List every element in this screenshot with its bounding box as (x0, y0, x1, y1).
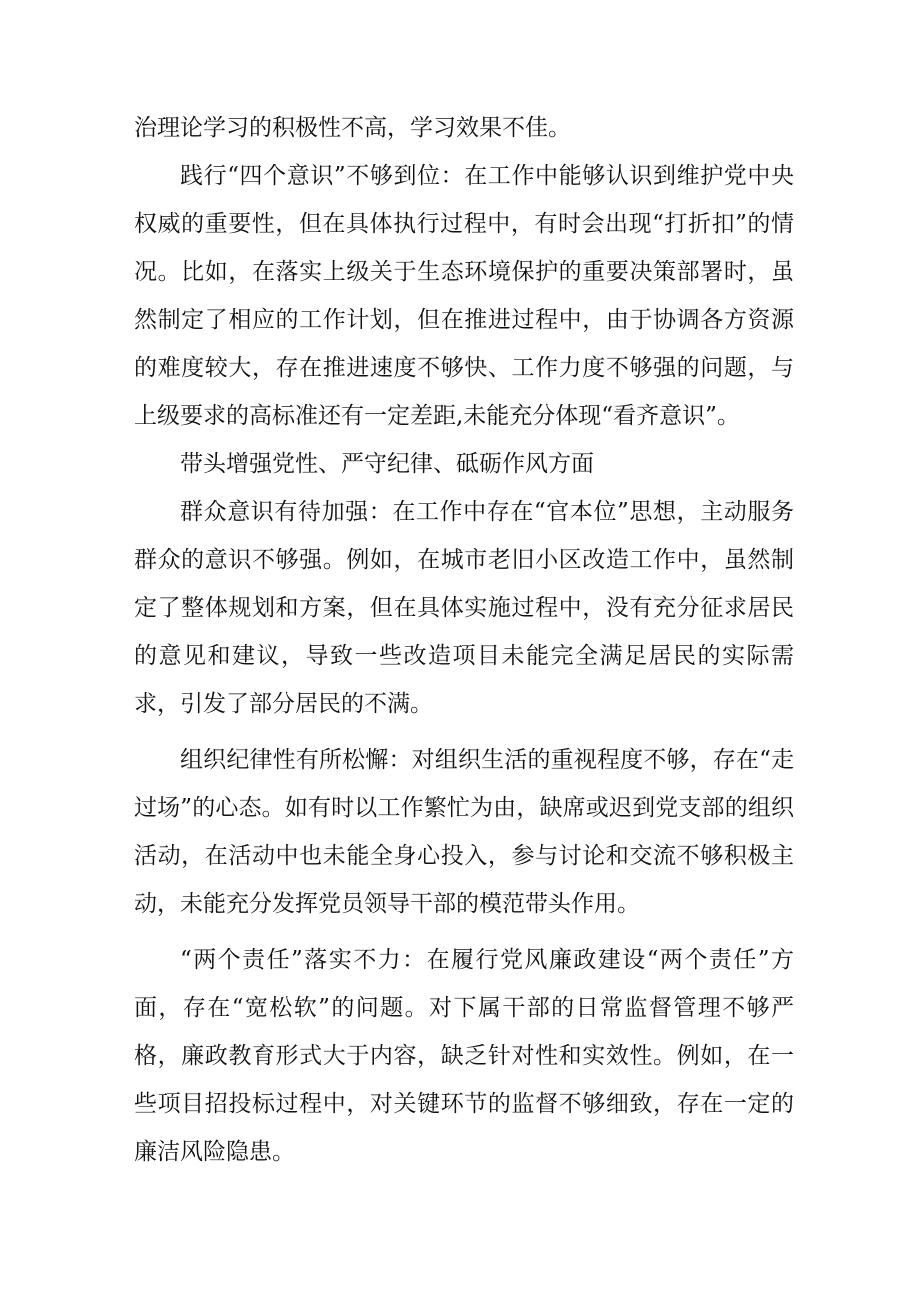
section-heading: 带头增强党性、严守纪律、砥砺作风方面 (180, 451, 594, 477)
paragraph-two-responsibilities: “两个责任”落实不力：在履行党风廉政建设“两个责任”方面，存在“宽松软”的问题。对下属干部的日常监督管理不够严格，廉政教育形式大于内容，缺乏针对性和实效性。例如，在一些项目招投标过程中，对关键环节的监督不够细致，存在一定的廉洁风险隐患。 (134, 947, 794, 1165)
paragraph-continuation: 治理论学习的积极性不高，学习效果不佳。 (134, 115, 571, 141)
paragraph-four-consciousness: 践行“四个意识”不够到位：在工作中能够认识到维护党中央权威的重要性，但在具体执行过程中，有时会出现“打折扣”的情况。比如，在落实上级关于生态环境保护的重要决策部署时，虽然制定了相应的工作计划，但在推进过程中，由于协调各方资源的难度较大，存在推进速度不够快、工作力度不够强的问题，与上级要求的高标准还有一定差距,未能充分体现“看齐意识”。 (134, 163, 794, 429)
paragraph-discipline: 组织纪律性有所松懈：对组织生活的重视程度不够，存在“走过场”的心态。如有时以工作繁忙为由，缺席或迟到党支部的组织活动，在活动中也未能全身心投入，参与讨论和交流不够积极主动，未能充分发挥党员领导干部的模范带头作用。 (134, 747, 794, 917)
paragraph-mass-awareness: 群众意识有待加强：在工作中存在“官本位”思想，主动服务群众的意识不够强。例如，在城市老旧小区改造工作中，虽然制定了整体规划和方案，但在具体实施过程中，没有充分征求居民的意见和建议，导致一些改造项目未能完全满足居民的实际需求，引发了部分居民的不满。 (134, 499, 794, 717)
document-body (134, 104, 794, 1176)
